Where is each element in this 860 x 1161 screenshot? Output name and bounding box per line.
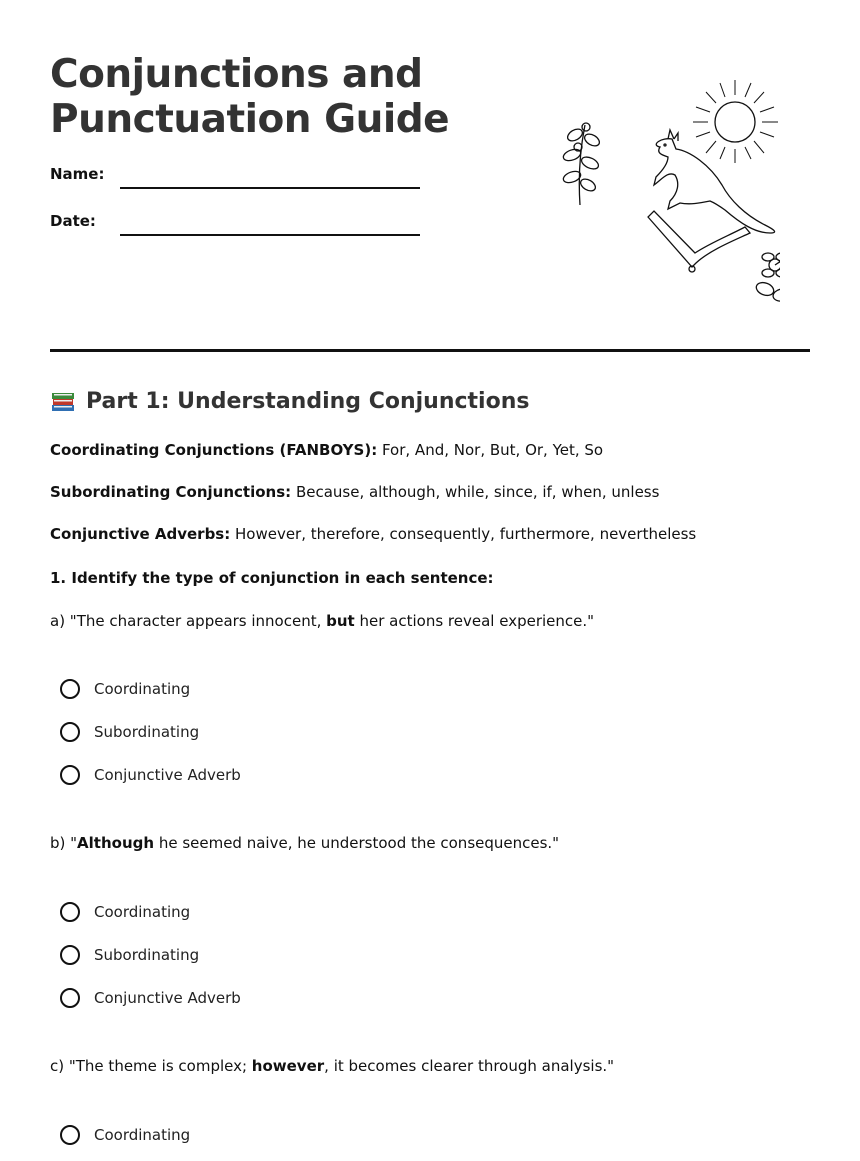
name-label: Name: (50, 165, 105, 183)
definition-conjunctive-adverbs: Conjunctive Adverbs: However, therefore, consequently, furthermore, nevertheless (50, 525, 697, 543)
part1-heading (50, 388, 529, 414)
question-a-sentence: a) "The character appears innocent, but her actions reveal experience." (50, 612, 595, 630)
option-a-coordinating[interactable]: Coordinating (60, 679, 190, 699)
definition-coordinating: Coordinating Conjunctions (FANBOYS): For, And, Nor, But, Or, Yet, So (50, 441, 604, 459)
option-b-subordinating[interactable]: Subordinating (60, 945, 199, 965)
kangaroo-icon (654, 130, 775, 233)
date-field[interactable] (120, 234, 420, 236)
radio-button[interactable] (60, 902, 80, 922)
radio-button[interactable] (60, 1125, 80, 1145)
radio-button[interactable] (60, 679, 80, 699)
leaf-branch-icon (562, 123, 602, 205)
question-c-sentence: c) "The theme is complex; however, it becomes clearer through analysis." (50, 1057, 615, 1075)
name-field[interactable] (120, 187, 420, 189)
option-c-coordinating[interactable]: Coordinating (60, 1125, 190, 1145)
option-b-conjunctive-adverb[interactable]: Conjunctive Adverb (60, 988, 241, 1008)
radio-button[interactable] (60, 945, 80, 965)
flower-icon (754, 244, 780, 302)
option-a-conjunctive-adverb[interactable]: Conjunctive Adverb (60, 765, 241, 785)
radio-button[interactable] (60, 722, 80, 742)
question-1-label: 1. Identify the type of conjunction in each sentence: (50, 569, 494, 587)
books-icon (50, 388, 76, 414)
kangaroo-illustration (550, 75, 780, 310)
radio-button[interactable] (60, 988, 80, 1008)
page-title (50, 52, 510, 142)
radio-button[interactable] (60, 765, 80, 785)
part1-heading-text: Part 1: Understanding Conjunctions (86, 388, 530, 414)
question-b-sentence: b) "Although he seemed naive, he understood the consequences." (50, 834, 560, 852)
definition-subordinating: Subordinating Conjunctions: Because, although, while, since, if, when, unless (50, 483, 660, 501)
title-line-1: Conjunctions and (50, 52, 423, 97)
date-label: Date: (50, 212, 96, 230)
boomerang-icon (648, 211, 750, 272)
header-divider (50, 349, 810, 352)
option-b-coordinating[interactable]: Coordinating (60, 902, 190, 922)
title-line-2: Punctuation Guide (50, 97, 450, 142)
sun-icon (693, 80, 778, 163)
option-a-subordinating[interactable]: Subordinating (60, 722, 199, 742)
